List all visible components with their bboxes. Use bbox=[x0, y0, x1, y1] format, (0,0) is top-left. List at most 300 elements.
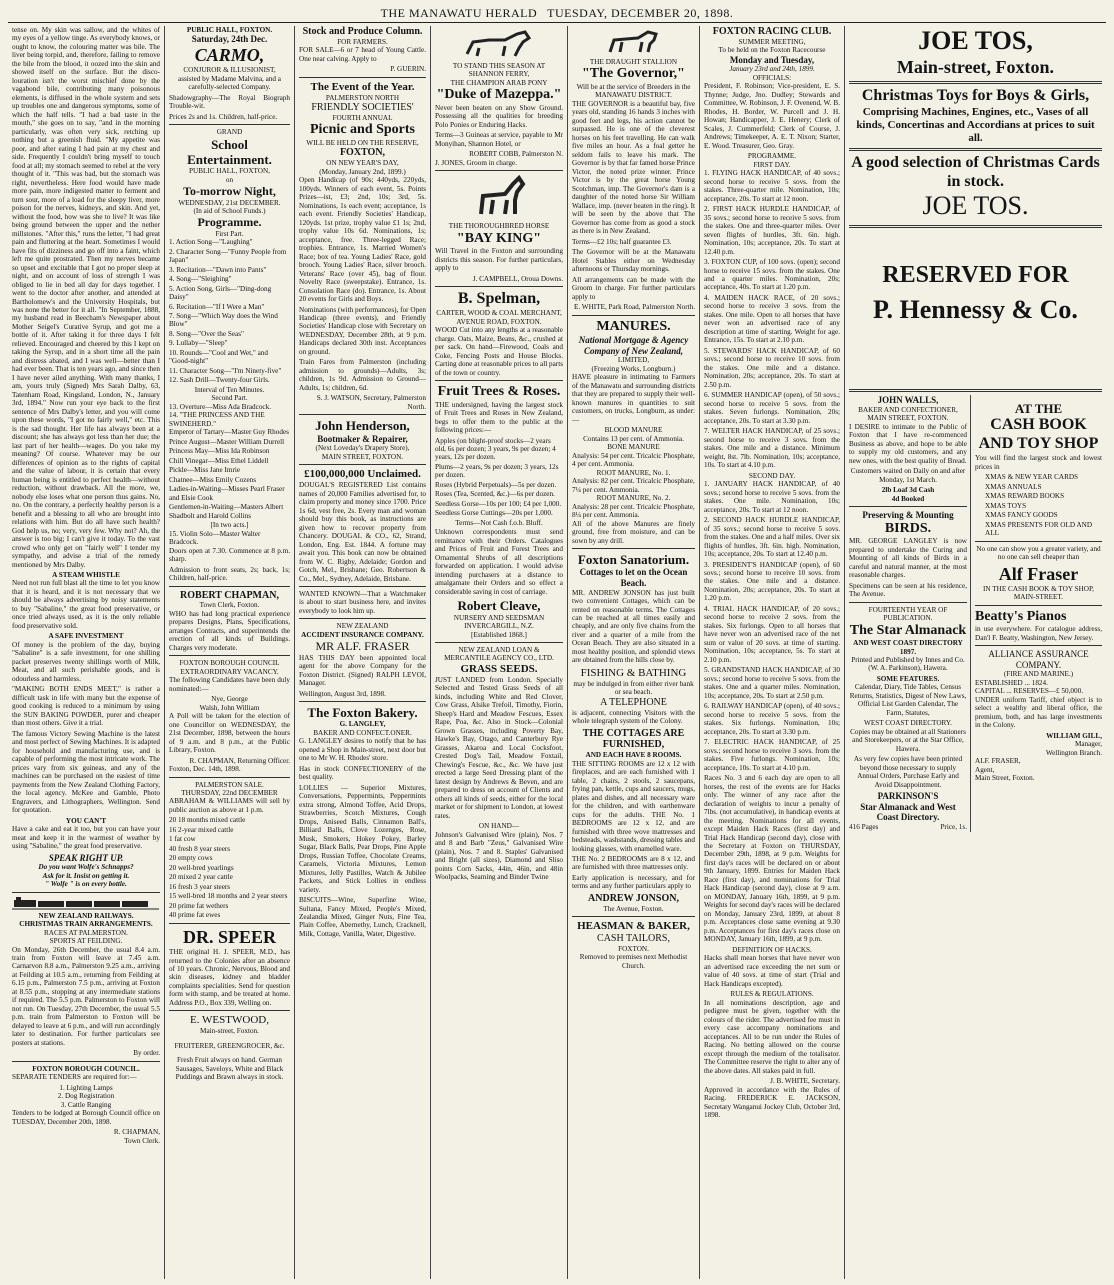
violin-solo: 15. Violin Solo—Master Walter Bradcock. bbox=[169, 529, 261, 547]
sale-item: 20 prime fat wethers bbox=[169, 901, 229, 910]
rail-text: On Monday, 26th December, the usual 8.4 a.m. train from Foxton will leave at 7.45 a.m. Carnarvon 8.8 a.m., Palmerston 9.25 a.m., arriving at Feilding at 10.5 a.m., returning from Feilding at 6.15 p.m., Palmerston 7.5 p.m., arriving at Foxton at 8.55 p.m., stopping at any intermediate stations if required. The 5.5 p.m. Palmerston to Foxton will not run. On Tuesday, 27th December, the usual 5.5 p.m. train from Palmerston to Foxton will be delayed to leave at 6 p.m., and will run accordingly later to destination. For further particulars see posters at stations. bbox=[12, 945, 160, 1047]
heasman-text: Removed to premises next Methodist Church. bbox=[579, 953, 688, 970]
whistle-text: Need not run full blast all the time to let you know that it is heard, and it is not necessary that we should be always advertising by noisy statements to buy "Sabaline," the great food preservative, or once tried always used, as it is the only reliable food preservative sold. bbox=[12, 579, 160, 630]
race-item: 4. TRIAL HACK HANDICAP, of 20 sovs.; second horse to receive 2 sovs. from the stakes. Six furlongs. Open to all horses that have never won an advertised race of the net sum or value of 20 sovs. at time of starting. Nomination, 10s; acceptance, 5s. To start at 2.10 p.m. bbox=[704, 604, 840, 664]
vacancy-sub: EXTRAORDINARY VACANCY. bbox=[180, 667, 279, 676]
race-item: 5. GRANDSTAND HACK HANDICAP, of 30 sovs.; second horse to receive 5 sovs. from the stakes. One and a quarter miles. Nomination, 10s; acceptance, 20s. To start at 2.50 p.m. bbox=[704, 666, 840, 700]
held-label: WILL BE HELD ON THE RESERVE, bbox=[306, 138, 419, 147]
fourth-label: FOURTH ANNUAL bbox=[332, 113, 393, 122]
council-signature: R. CHAPMAN, bbox=[113, 1128, 160, 1137]
almanack-sub: AND WEST COAST DIRECTORY 1897. bbox=[853, 639, 963, 656]
vacancy-text: The following Candidates have been duly nominated:— bbox=[169, 676, 290, 693]
noone-text: No one can show you a greater variety, and no one can sell cheaper than bbox=[976, 544, 1101, 562]
rules-text: In all nominations description, age and pedigree must be given, together with the colours of the rider. The advertised fee must in every case accompany nominations and acceptances. All to be run under the Rules of Racing. No betting allowed on the course except through the medium of the totalisator. The Committee reserve the right to alter any of the above dates. All stakes paid in full. bbox=[704, 998, 840, 1075]
making-text: "MAKING BOTH ENDS MEET," is rather a difficult task in life with many but the expense of good cooking is reduced to a minimum by using the SUN BAKING POWDER, purer and cheaper than most others. Give it a trial. bbox=[12, 685, 160, 728]
walls-text: I DESIRE to intimate to the Public of Foxton that I have re-commenced Business as above, and hope to be able to supply my old customers, and any new ones, with the best quality of Bread. bbox=[849, 422, 967, 465]
loaf-booked: 4d Booked bbox=[891, 494, 925, 503]
programme-list-1 bbox=[169, 238, 290, 385]
sale-item: 20 well-bred yearlings bbox=[169, 863, 234, 872]
two-acts: [In two acts.] bbox=[210, 521, 249, 530]
column-2 bbox=[165, 26, 295, 1279]
programme-item: 5. Action Song, Girls—"Ding-dong Daisy" bbox=[169, 284, 272, 302]
westwood-heading: E. WESTWOOD, bbox=[190, 1014, 269, 1027]
henderson-sub: Bootmaker & Repairer, bbox=[317, 433, 408, 444]
hall-heading: PUBLIC HALL, FOXTON. bbox=[186, 26, 273, 34]
sale-text: ABRAHAM & WILLIAMS will sell by public auction as above at 1 p.m. bbox=[169, 797, 290, 814]
vacancy-heading: FOXTON BOROUGH COUNCIL bbox=[179, 659, 280, 668]
fruit-more: Unknown correspondents must send remittance with their Orders. Catalogues and Prices of Fruit and Forest Trees and Ornamental Shrubs of all descriptions forwarded on application. I would advise intending purchasers at a distance to amalgamate their Orders and so effect a considerable saving in cost of carriage. bbox=[435, 528, 563, 596]
telephone-heading: A TELEPHONE bbox=[600, 696, 667, 708]
printed-text: Printed and Published by Innes and Co. (W. A. Parkinson), Hawera. bbox=[851, 656, 965, 673]
manure-item: ROOT MANURE, No. 1. bbox=[596, 468, 671, 477]
pages-label: 416 Pages bbox=[849, 823, 879, 832]
programme-item: 11. Character Song—"I'm Ninety-five" bbox=[169, 366, 282, 375]
races-text: Races No. 3 and 6 each day are open to all horses, the rest of the events are for Hacks only. The winner of any race after the declaration of weights to incur a penalty of 7lbs. (not accumulative), in handicap events at the meeting. Nominations for all events, except Maiden Hack Races (first day) and Trial Hack Handicap (second day), close with the Secretary at Foxton on THURSDAY, December 29th, 1898, at 9 p.m. Weights for first day's races will be declared on or about 9th January, 1899. Entries for Maiden Hack Race (first day), and nominations for Trial Hack Handicap (second day), close at 9 a.m. on MONDAY, January 16th, 1899, at 9 p.m. Weights for second day's races will be declared on Monday, January 23rd, 1899, at about 8 p.m. Acceptances close same evening at 9.30 p.m. Acceptances for first day's races close on MONDAY, January 16th, 1899, at 9 p.m. bbox=[704, 774, 840, 944]
fruit-item: Terms—Not Cash f.o.b. Bluff. bbox=[455, 518, 543, 527]
saturday-date: Saturday, 24th Dec. bbox=[191, 34, 268, 45]
hall2: PUBLIC HALL, FOXTON, bbox=[189, 167, 270, 176]
jan-label: January 23rd and 24th, 1899. bbox=[729, 65, 815, 74]
stock-heading: Stock and Produce Column. bbox=[302, 26, 423, 37]
stand-label: TO STAND THIS SEASON AT SHANNON FERRY, bbox=[452, 62, 546, 79]
cash-text: You will find the largest stock and lowest prices in bbox=[975, 454, 1102, 471]
campbell-signature: J. CAMPBELL, Oroua Downs. bbox=[472, 274, 563, 283]
columns bbox=[8, 26, 1106, 1279]
programme-item: 4. Song—"Sleighing" bbox=[169, 275, 232, 284]
def-heading: DEFINITION OF HACKS. bbox=[732, 945, 812, 954]
officials-heading: OFFICIALS: bbox=[752, 73, 792, 82]
white-signature: E. WHITE, Park Road, Palmerston North. bbox=[573, 303, 695, 312]
event-heading: The Event of the Year. bbox=[310, 80, 415, 93]
farmers-label: FOR FARMERS. bbox=[337, 37, 388, 46]
cast-item: Ladies-in-Waiting—Misses Pearl Fraser and Elsie Cook bbox=[169, 485, 285, 502]
governor-stand: The Governor will be at the Manawatu Hotel Stables either on Wednesday afternoons or Thursday mornings. bbox=[572, 248, 695, 274]
friendly-label: FRIENDLY SOCIETIES' bbox=[311, 102, 414, 114]
mazeppa-heading: "Duke of Mazeppa." bbox=[436, 87, 562, 103]
manure-item: Contains 13 per cent. of Ammonia. bbox=[583, 434, 684, 443]
preserving-heading: Preserving & Mounting bbox=[862, 510, 954, 521]
sanatorium-text: MR. ANDREW JONSON has just built two convenient Cottages, which can be rented on reasonable terms. The Cottages can be reached at all times easily and cheaply, and are only five chains from the river and a quarter of a mile from the Ocean Beach. They are also situated in a most healthy position, and splendid views are obtained from the hills close by. bbox=[572, 588, 695, 665]
walls-daily: Customers waited on Daily on and after Monday, 1st March. bbox=[850, 467, 966, 484]
programme-item: 8. Song—"Over the Seas" bbox=[169, 329, 244, 338]
monday-label: (Monday, January 2nd, 1899.) bbox=[319, 167, 406, 176]
parkinson-heading: PARKINSON'S bbox=[877, 791, 939, 802]
gill-name: WILLIAM GILL, bbox=[1046, 731, 1102, 740]
sale-item: 20 empty cows bbox=[169, 854, 213, 863]
race-item: 6. SUMMER HANDICAP (open), of 50 sovs.; second horse to receive 5 sovs. from the stakes. Seven furlongs. Nomination, 20s; acceptance, 20s. To start at 3.30 p.m. bbox=[704, 391, 840, 425]
almanack-heading: The Star Almanack bbox=[849, 622, 967, 638]
cant-heading: YOU CAN'T bbox=[65, 816, 107, 825]
rooms-text: THE SITTING ROOMS are 12 x 12 with fireplaces, and are each furnished with 1 table, 2 chairs, 2 stools, 2 saucepans, frying pan, kettle, cups and saucers, mugs, plates and dishes, and all necessary ware for the children, and with earthenware cups for the adults. THE No. 1 BEDROOMS are 12 x 12, and are furnished with three wove mattresses and bedsteads, washstands, dressing tables and looking glasses, with enamelled ware. bbox=[572, 759, 695, 853]
gill-street: Wellington Branch. bbox=[1045, 748, 1102, 757]
governor-arrangements: All arrangements can be made with the Groom in charge. For further particulars apply to bbox=[572, 275, 695, 301]
speak-heading: SPEAK RIGHT UP. bbox=[48, 852, 124, 863]
telephone-text: is adjacent, connecting Visitors with the whole telegraph system of the Colony. bbox=[572, 708, 695, 726]
programme-item: 3. Recitation—"Dawn into Pants" bbox=[169, 265, 267, 274]
cash-item: XMAS FANCY GOODS bbox=[985, 511, 1058, 520]
cash-item: XMAS REWARD BOOKS bbox=[985, 492, 1065, 501]
beatty-text: in use everywhere. For catalogue address, Dan'l F. Beatty, Washington, New Jersey. bbox=[975, 625, 1102, 642]
established-label: ESTABLISHED ... 1824. bbox=[975, 678, 1048, 687]
speak-line: Ask for it. Insist on getting it. bbox=[42, 871, 130, 880]
cast-item: Pickle—Miss Jane Imrie bbox=[169, 466, 241, 475]
cashbook-heading: CASH BOOK AND TOY SHOP bbox=[978, 416, 1099, 453]
spelman-addr: AVENUE ROAD, FOXTON. bbox=[456, 317, 542, 326]
race-item: 7. WELTER HACK HANDICAP, of 25 sovs.; second horse to receive 3 sovs. from the stakes. One mile and a distance. Minimum weight, 8st. 7lb. Nomination, 10s; acceptance, 10s. To start at 4.10 p.m. bbox=[704, 427, 840, 470]
vacancy-date: Foxton, Dec. 14th, 1898. bbox=[169, 765, 241, 774]
chapman-heading: ROBERT CHAPMAN, bbox=[180, 589, 279, 601]
column-7 bbox=[845, 26, 1106, 1279]
reserved-heading: RESERVED FOR bbox=[882, 262, 1069, 289]
unclaimed-text: DOUGAL'S REGISTERED List contains names of 20,000 Families advertised for, to claim property and money since 1700. Price 1s 6d, vest free, 2s. Every man and woman should buy this book, as instructions are given how to recover property from Chancery. DOUGAL & CO., 62, Strand, London, Eng. Est. 1844. A fortune may await you. This book can now be obtained from W. C. Rigby, Adelaide; Gordon and Gotch, Mel., Brisbane; Geo. Robertson & Co., Mel., Sydney, Adelaide, Brisbane. bbox=[299, 481, 426, 583]
horse-icon bbox=[469, 174, 529, 220]
speer-heading: DR. SPEER bbox=[182, 926, 276, 947]
school-heading: School Entertainment. bbox=[187, 136, 272, 168]
nz-label: NEW ZEALAND bbox=[336, 622, 389, 631]
race-item: 4. MAIDEN HACK RACE, of 20 sovs.; second horse to receive 3 sovs. from the stakes. One mile. Open to all horses that have never won an advertised race of any description at time of starting. Weight for age. Entrance, 15s. To start at 2.10 p.m. bbox=[704, 293, 840, 345]
race-item: 2. FIRST HACK HURDLE HANDICAP, of 35 sovs.; second horse to receive 5 sovs. from the stakes. One and three-quarter miles. Over seven flights of hurdles, 3ft. 6in. high. Nomination, 10s; acceptance, 20s. To start at 12.40 p.m. bbox=[704, 205, 840, 256]
rail-races: RACES AT PALMERSTON. bbox=[44, 928, 128, 937]
agent-street: Main Street, Foxton. bbox=[975, 774, 1035, 783]
fruit-item: Seedless Gorse Cuttings—20s per 1,000. bbox=[435, 509, 553, 518]
sale-list bbox=[169, 816, 290, 919]
rail-by: By order. bbox=[133, 1049, 160, 1058]
carmo-assist: assisted by Madame Malvina, and a carefully-selected Company. bbox=[178, 74, 281, 92]
race-item: 3. FOXTON CUP, of 100 sovs. (open); second horse to receive 15 sovs. from the stakes. One and a quarter miles. Nomination, 20s; acceptance, 40s. To start at 1.20 p.m. bbox=[704, 258, 840, 292]
manures-heading: MANURES. bbox=[596, 318, 671, 334]
cleave-addr: INVERCARGILL, N.Z. bbox=[464, 622, 534, 631]
spelman-sub: CARTER, WOOD & COAL MERCHANT, bbox=[436, 309, 562, 318]
mazeppa-text: Never been beaten on any Show Ground. Possessing all the qualities for breeding Polo Ponies or Enduring Hacks. bbox=[435, 103, 563, 129]
tomorrow-night: To-morrow Night, bbox=[183, 184, 276, 199]
xmas-heading: Christmas Toys for Boys & Girls, bbox=[861, 86, 1090, 104]
carmo-prices: Prices 2s and 1s. Children, half-price. bbox=[169, 112, 278, 121]
manawatu-label: MANAWATU DISTRICT. bbox=[595, 91, 672, 100]
copies-text: Copies may be obtained at all Stationers and Storekeepers, or at the Star Office, Hawera. bbox=[850, 727, 966, 753]
on-label: on bbox=[225, 175, 234, 184]
jonson-name: ANDREW JONSON, bbox=[588, 892, 679, 904]
column-6 bbox=[700, 26, 845, 1279]
first-part: First Part. bbox=[215, 229, 244, 238]
column-3 bbox=[295, 26, 431, 1279]
comprising-text: Comprising Machines, Engines, etc., Vases of all kinds, Concertinas and Accordians at prices to suit all. bbox=[856, 105, 1095, 144]
cash-item: XMAS & NEW YEAR CARDS bbox=[985, 473, 1079, 482]
doors-open: Doors open at 7.30. Commence at 8 p.m. sharp. bbox=[169, 546, 290, 564]
picnic-heading: Picnic and Sports bbox=[309, 122, 415, 138]
alf-heading: Alf Fraser bbox=[998, 563, 1079, 584]
furnished-heading: THE COTTAGES ARE FURNISHED, bbox=[582, 727, 685, 751]
sale-notice: FOR SALE—6 or 7 head of Young Cattle. One near calving. Apply to bbox=[299, 46, 426, 63]
race-item: 3. PRESIDENT'S HANDICAP (open), of 60 sovs.; second horse to receive 10 sovs. from the stakes. One mile and a distance. Nomination, 20s; acceptance, 20s. To start at 1.20 p.m. bbox=[704, 560, 840, 603]
joe-address: Main-street, Foxton. bbox=[896, 56, 1055, 77]
cash-item: XMAS ANNUALS bbox=[985, 482, 1042, 491]
council-item: 2. Dog Registration bbox=[57, 1092, 115, 1101]
sale-item: 16 fresh 3 year steers bbox=[169, 882, 231, 891]
bakery-heading: The Foxton Bakery. bbox=[307, 705, 418, 720]
almanack-pre: FOURTEENTH YEAR OF PUBLICATION. bbox=[868, 605, 948, 623]
sale-item: 20 18 months mixed cattle bbox=[169, 816, 246, 825]
fruit-item: Roses (Tea, Scented, &c.)—6s per dozen. bbox=[435, 490, 555, 499]
accident-label: ACCIDENT INSURANCE COMPANY. bbox=[301, 630, 424, 639]
cottages-heading: Cottages to let on the Ocean Beach. bbox=[579, 567, 688, 588]
fruit-item: Apples (on blight-proof stocks—2 years old, 6s per dozen; 3 years, 9s per dozen; 4 years, 12s per dozen. bbox=[435, 436, 556, 462]
vacancy-name: Walsh, John William bbox=[199, 703, 260, 712]
manure-footer: All of the above Manures are finely ground, free from moisture, and can be sown by any drill. bbox=[572, 519, 695, 545]
sale-date: THURSDAY, 22nd DECEMBER bbox=[181, 789, 278, 797]
henderson-street: MAIN STREET, FOXTON. bbox=[321, 452, 404, 461]
race-item: 1. JANUARY HACK HANDICAP, of 40 sovs.; second horse to receive 5 sovs. from the stakes. One mile. Nomination, 10s; acceptance, 20s. To start at 12 noon. bbox=[704, 480, 840, 514]
governor-text: THE GOVERNOR is a beautiful bay, five years old, standing 16 hands 3 inches with good feet and legs, his action cannot be surpassed. He is one of the cleverest horses on his feet travelling. He can walk five miles an hour. As a foal getter he seldom fails to leave his mark. The Governor is by that far famed horse Prince Victor, the noted prize winner. Prince Victor is by the great horse Young Scotchman, imp. The Governor's dam is a daughter of the noted horse Sir William Wallace, imp. (never beaten in the ring). It will be seen by the above that The Governor has come from as good a stock as there is in New Zealand. bbox=[572, 99, 695, 236]
overture: 13. Overture—Miss Ada Bradcock. bbox=[169, 402, 272, 411]
admission: Admission to front seats, 2s; back, 1s; Children, half-price. bbox=[169, 565, 290, 583]
masthead bbox=[8, 6, 1106, 23]
cant-text: Have a cake and eat it too, but you can have your meat and keep it in the warmest of weather by using "Sabaline," the great food preservative. bbox=[12, 825, 160, 851]
apply-text: Early application is necessary, and for terms and any further particulars apply to bbox=[572, 873, 695, 891]
bay-king: "BAY KING" bbox=[456, 230, 542, 246]
council-text: Tenders to be lodged at Borough Council office on TUESDAY, December 20th, 1898. bbox=[12, 1109, 160, 1126]
walls-street: MAIN STREET, FOXTON. bbox=[867, 414, 949, 423]
price-label: Price, 1s. bbox=[940, 823, 967, 832]
column-5 bbox=[568, 26, 700, 1279]
rail-heading: NEW ZEALAND RAILWAYS. bbox=[38, 911, 134, 920]
fire-label: (FIRE AND MARINE.) bbox=[1003, 670, 1074, 679]
cobb-signature: ROBERT COBB, Palmerston N. bbox=[469, 150, 563, 159]
wcd-label: WEST COAST DIRECTORY. bbox=[864, 719, 952, 728]
on-hand-text: Johnson's Galvanised Wire (plain), Nos. 7 and 8 and Barb "Zeus," Galvanised Wire (plain), Nos. 7 and 8. Staples' Galvanised and Bright (all sizes), Diamond and Sliso points Corn Sacks, 44in, 46in, and 48in Woolpacks, Seaming and Binder Twine bbox=[435, 830, 563, 882]
agent-label: Agent, bbox=[975, 765, 995, 774]
tariff-text: UNDER uniform Tariff, chief object is to select a wealthy and liberal office, the premium, both, and has large investments in the Colony. bbox=[975, 695, 1102, 730]
specimens-text: Specimens can be seen at his residence, The Avenue. bbox=[849, 581, 967, 599]
carmo-subtitle: CONJUROR & ILLUSIONIST, bbox=[183, 66, 276, 75]
sale-item: 40 prime fat ewes bbox=[169, 911, 221, 920]
unclaimed-heading: £100,000,000 Unclaimed. bbox=[304, 468, 421, 481]
works-label: (Freezing Works, Longburn.) bbox=[591, 364, 676, 373]
council-signature-title: Town Clerk. bbox=[124, 1136, 160, 1145]
programme-heading: Programme. bbox=[197, 215, 262, 230]
gill-sub: Manager, bbox=[1074, 740, 1102, 749]
walls-sub: BAKER AND CONFECTIONER, bbox=[858, 405, 958, 414]
grass-text: JUST LANDED from London. Specially Selected and Tested Grass Seeds of all kinds, including White and Red Clover, Cow Grass, Alsike Trefoil, Timothy, Fiorin, Sheep's Hard and Meadow Fescues, Essex Rape, Poa, &c. Also in Stock—Colonial Grown Grasses, including Poverty Bay, Hawke's Bay, Otago, and Canterbury Rye Grasses, Akaroa and Local Cocksfoot, Crested Dog's Tail, Meadow Foxtail, Chewing's Fescue, &c., &c. We have just erected a large Seed Dressing plant of the latest design by Andrews & Beven, and are prepared to dress on account of Clients and others all kinds of seeds, either for the local market or for shipment to London, at lowest rates. bbox=[435, 675, 563, 820]
fruit-item: Plums—2 years, 9s per dozen; 3 years, 12s per dozen. bbox=[435, 462, 559, 480]
jonson-addr: The Avenue, Foxton. bbox=[603, 904, 664, 913]
first-day: FIRST DAY. bbox=[753, 160, 791, 169]
sale-item: 40 fresh 8 year steers bbox=[169, 844, 231, 853]
rail-subheading: CHRISTMAS TRAIN ARRANGEMENTS. bbox=[19, 920, 153, 929]
manure-item: BLOOD MANURE bbox=[604, 426, 663, 435]
second-part: Second Part. bbox=[211, 394, 248, 403]
on-hand: ON HAND— bbox=[478, 822, 520, 831]
safe-heading: A SAFE INVESTMENT bbox=[48, 632, 124, 641]
officials-text: President, F. Robinson; Vice-president, E. S. Thynne; Judge, Jno. Dudley; Stewards and Committee, W. Robinson, J. F. Ovenend, W. B. Rhodes, H. Border, W. Purcell and J. H. Howan; Handicapper, J. E. Henery; Clerk of Scales, J. Cummerfeld; Clerk of Course, J. Andrews; Timekeeper, A. E. T. Nixon; Starter, E. Wood. Treasurer, Geo. Gray. bbox=[704, 82, 840, 150]
governor-heading: "The Governor," bbox=[582, 66, 685, 82]
sale-item: 1 fat cow bbox=[169, 835, 196, 844]
hennessy-heading: P. Hennessy & Co. bbox=[873, 295, 1078, 325]
guerin-signature: P. GUERIN. bbox=[390, 65, 426, 74]
cast-item: Gentlemen-in-Waiting—Masters Albert Shadbolt and Harold Collins bbox=[169, 503, 284, 520]
cast-item: Princess May—Miss Ida Robinson bbox=[169, 447, 270, 456]
aid-label: (In aid of School Funds.) bbox=[193, 206, 266, 215]
bay-text: Will Travel in the Foxton and surrounding districts this season. For further particulars, apply to bbox=[435, 247, 563, 273]
price-row bbox=[849, 823, 967, 831]
manure-item: BONE MANURE bbox=[607, 443, 660, 452]
jones-signature: J. JONES, Groom in charge. bbox=[435, 158, 517, 167]
article-text: tense on. My skin was sallow, and the whites of my eyes of a yellow tinge. As everybody knows, or ought to know, the colouring matter was bile. The liver being torpid, and, therefore, failing to remove the bile from the blood, it oozed into the skin and showed itself on the surface. But the disco-louration isn't the worst mischief done by the vagabond bile, contributing many poisonous elements, is diffused in the whole system and sets up troubles one and dangerous symptoms, some of which the half tells. "I had a bad taste in the mouth," she goes on to say, "and in the morning particularly, was often very sick, retching up nothing but a greenish fluid. "My appetite was poor, and after eating I had pain at my chest and side. Frequently I couldn't bring myself to touch food at all; my stomach seemed to rebel at the very thought of it. "This was bad, but the stomach was right, nevertheless. Here food would have made more pain, more indigested matter to ferment and turn sour, more of a load for the sleepy liver, more poison for the nerves, kidneys, and skin. And yet, without the food, how was she to live? It was like being ground between the upper and the nether millstones. "After this," runs the letter, "I had great pain and fluttering at the heart. Sometimes I would have fits of dizziness and go off into a faint, which left me quite prostrated. Then my nerves became so upset and excitable that I got no proper sleep at night, and on account of loss of strength I was obliged to lie in bed all day for days together. I went to the doctor after another, and attended at Bartholomew's and the University Hospitals, but was none the better for it all. "In September, 1888, my husband read in Beecham's Newspaper about Mother Seigel's Curative Syrup, and got me a bottle of it. After taking it for three days I felt relieved. Encouraged and cheered by this I kept on taking the Syrup, and in a short time all the pain and distress abated, and I was well—better than I had ever been. That is ten years ago, and since then I have never ailed anything. With many thanks, I am, yours truly (Signed) Mrs Sarah Dalby, 63, Tatenham Road, Kingsland, London, N., January 3rd, 1894." Now run your eye back to the first sentence of Mrs Dalby's letter, and you will come upon these words, "I got no fairly well," etc. This is the sad thought. Her life has always been at a discount; she has always got less than her due; the last part of her health—wages. Do you take my meaning? Of course. Whatever may be our differences of opinion as to the rights of capital and the value of labour, it is certain that every human being is entitled to perfect health—without reduction, without drawback. All the more, we, nobody else loses what one person thus gains. No, no. On the contrary, a perfectly healthy person is a benefit and a blessing to all who are brought into relations with him. But do all have such health? God help us, no; very, very few. Why not? Ah, the answer is too big; I can't give it today. To the vast crowd who only get on "fairly well" I tender my sympathy, and advise a trial of the remedy mentioned by Mrs Dalby. bbox=[12, 26, 160, 569]
sale-heading: PALMERSTON SALE. bbox=[195, 780, 264, 789]
cast-item: Prince August—Master William Durrell bbox=[169, 437, 285, 446]
free-text: As very few copies have been printed beyond those necessary to supply Annual Orders, Purchase Early and Avoid Disappointment. bbox=[853, 755, 963, 789]
manure-item: Analysis: 28 per cent. Tricalcic Phosphate, 8¼ per cent. Ammonia. bbox=[572, 502, 695, 520]
approved-text: Approved in accordance with the Rules of Racing. FREDERICK E. JACKSON, Secretary Wanganui Jockey Club, October 3rd, 1898. bbox=[704, 1085, 840, 1120]
sanatorium-heading: Foxton Sanatorium. bbox=[577, 551, 690, 567]
cleave-sub: NURSERY AND SEEDSMAN bbox=[453, 613, 545, 622]
manure-item: ROOT MANURE, No. 2. bbox=[596, 494, 671, 503]
national-heading: National Mortgage & Agency Company of New Zealand, bbox=[578, 335, 689, 356]
horse-icon bbox=[604, 28, 664, 56]
spelman-text: WOOD Cut into any lengths at a reasonable charge. Oats, Maize, Beans, &c., crushed at per sack. On hand—Firewood, Coals and Coke, Fencing Posts and House Blocks. Carting done at reasonable prices to all parts of the town or country. bbox=[435, 326, 563, 377]
column-4 bbox=[431, 26, 568, 1279]
chapman-text: WHO has had long practical experience prepares Designs, Plans, Specifications, arranges Contracts, and superintends the erection of all kinds of Buildings. Charges very moderate. bbox=[169, 609, 290, 652]
heasman-heading: HEASMAN & BAKER, bbox=[577, 920, 690, 933]
racing-heading: FOXTON RACING CLUB. bbox=[712, 26, 832, 37]
princess-heading: 14. "THE PRINCESS AND THE SWINEHERD." bbox=[169, 411, 265, 428]
heasman-sub: CASH TAILORS, bbox=[597, 933, 670, 945]
pn-label: PALMERSTON NORTH bbox=[325, 93, 400, 102]
fishing-heading: FISHING & BATHING bbox=[580, 666, 687, 679]
spelman-heading: B. Spelman, bbox=[457, 290, 541, 308]
beatty-row bbox=[975, 609, 1102, 626]
at-the-label: AT THE bbox=[1014, 401, 1063, 417]
parkinson-sub: Star Almanack and West Coast Directory. bbox=[860, 801, 956, 823]
biscuits-text: BISCUITS—Wine, Superfine Wine, Sultana, Fancy Mixed, People's Mixed, Zealandia Mixed, Ginger Nuts, Fine Tea, Plain Coffee, Abernethy, Lunch, Cracknell, Milk, Cottage, Vanilla, Water, Digestive. bbox=[299, 896, 426, 938]
manure-item: Analysis: 82 per cent. Tricalcic Phosphate, 7¼ per cent. Ammonia. bbox=[572, 477, 695, 494]
carmo-shadow: Shadowgraphy—The Royal Biograph Trouble-wit. bbox=[169, 93, 290, 111]
summer-label: SUMMER MEETING, bbox=[738, 37, 806, 46]
good-selection: A good selection of Christmas Cards in stock. bbox=[851, 153, 1100, 190]
foxton-label: FOXTON, bbox=[339, 147, 386, 159]
cleave-est: [Established 1868.] bbox=[471, 630, 527, 639]
held-label: To be held on the Foxton Racecourse bbox=[718, 46, 826, 55]
rules-heading: RULES & REGULATIONS. bbox=[730, 990, 814, 999]
bedrooms-text: THE No. 2 BEDROOMS are 8 x 12, and are furnished with three mattresses only. bbox=[572, 855, 695, 872]
loaf-price: 2lb Loaf 3d Cash bbox=[881, 486, 935, 495]
bay-heading: THE THOROUGHBRED HORSE bbox=[448, 222, 550, 231]
events-text: Open Handicap (of 90s; 440yds, 220yds, 100yds. Winners of each event, 5s. Points Prizes—ist, £3; 2nd, 10s; 3rd, 5s. Nominations, 1s each event; acceptance, 1s each event. Friendly Societies' Handicap, 120yds. 1st prize, trophy value £1 1s; 2nd, trophy value 10s 6d. Nominations, 1s; acceptance, free. Three-legged Race; trophies. Entrance, 1s. Married Women's Race; box of tea. Young Ladies' Race, gold brooch. Young Ladies' Race, silver brooch. Veterans' Race (over 45), bag of flour. Novelty Race (sweepstake). Entrance, 1s. Consolation Race (do). Entrance, 1s. About 20 events for Girls and Boys. bbox=[299, 176, 426, 304]
masthead-date: TUESDAY, DECEMBER 20, 1898. bbox=[547, 6, 734, 20]
lollies-text: LOLLIES — Superior Mixtures, Conversations, Peppermints, Peppermints extra strong, Almond Toffee, Acid Drops, Strawberries, Scotch Mixtures, Cough Drops, Aniseed Balls, Cinnamon Ball's, Billiard Balls, Clove Lozenges, Rose, Musk, Smokers, Hokey Pokey, Barley Sugar, Black Balls, Pear Drops, Pine Apple Drops, Russian Toffee, Chocolate Creams, Caramels, Victoria Mixtures, Lemon Mixtures, Jelly Pastilles, Watch & Jubilee Packets, and Stick Lollies in endless variety. bbox=[299, 783, 426, 894]
cast-item: Chatnee—Miss Emily Cozens bbox=[169, 475, 257, 484]
chapman-sub: Town Clerk, Foxton. bbox=[199, 601, 260, 610]
governor-terms: Terms—£2 10s; half guarantee £3. bbox=[572, 237, 672, 246]
loan-heading: NEW ZEALAND LOAN & MERCANTILE AGENCY CO., LTD. bbox=[444, 646, 554, 663]
cast-list bbox=[169, 428, 290, 520]
mazeppa-terms: Terms—3 Guineas at service, payable to Mr Monyihan, Shannon Hotel, or bbox=[435, 131, 563, 148]
langley-sub: BAKER AND CONFECT.ONER. bbox=[313, 728, 412, 737]
masthead-title: THE MANAWATU HERALD bbox=[380, 6, 538, 20]
safe-text: Of money is the problem of the day, buying "Sabaline" is a safe investment, for one shilling packet preserves twenty shillings worth of Milk, Meat, and all such perishable goods, and is odourless and harmless. bbox=[12, 640, 160, 683]
grand-label: GRAND bbox=[216, 128, 243, 137]
rooms-heading: AND EACH HAVE 8 ROOMS. bbox=[585, 751, 682, 760]
cleave-heading: Robert Cleave, bbox=[457, 598, 541, 614]
interval: Interval of Ten Minutes. bbox=[194, 385, 265, 394]
column-1 bbox=[8, 26, 165, 1279]
programme-item: 12. Sash Drill—Twenty-four Girls. bbox=[169, 376, 270, 385]
fraser-date: Wellington, August 3rd, 1898. bbox=[299, 689, 386, 698]
grass-heading: GRASS SEEDS. bbox=[460, 662, 538, 675]
programme-item: 7. Song—"Which Way does the Wind Blow" bbox=[169, 311, 278, 329]
trains-text: Train Fares from Palmerston (including admission to grounds)—Adults, 3s; children, 1s 9d. Admission to Ground—Adults, 1s; children, 6d. bbox=[299, 358, 426, 392]
cash-item: XMAS TOYS bbox=[985, 501, 1027, 510]
draught-label: THE DRAUGHT STALLION bbox=[589, 58, 678, 66]
race-item: 2. SECOND HACK HURDLE HANDICAP, of 35 sovs.; second horse to receive 5 sovs. from the stakes. One and a half miles. Over six flights of hurdles, 3ft. 6in. high. Nomination, 10s; acceptance, 20s. To start at 12.40 p.m. bbox=[704, 516, 840, 559]
henderson-heading: John Henderson, bbox=[315, 418, 410, 434]
dates-label: Monday and Tuesday, bbox=[729, 54, 815, 65]
race-item: 6. RAILWAY HANDICAP (open), of 40 sovs.; second horse to receive 5 sovs. from the stakes. Six furlongs. Nomination, 10s; acceptance, 20s. To start at 3.30 p.m. bbox=[704, 702, 840, 736]
lower-left bbox=[849, 395, 971, 831]
whistle-heading: A STEAM WHISTLE bbox=[52, 571, 120, 579]
lower-columns bbox=[849, 395, 1102, 831]
nominations-text: Nominations (with performances), for Open Handicap (three events), and Friendly Societies' Handicap close with Secretary on WEDNESDAY, December 28th, at 9 p.m. Handicaps declared 30th inst. Acceptances on ground. bbox=[299, 305, 426, 356]
joe-tos-heading: JOE TOS, bbox=[918, 26, 1033, 55]
walls-heading: JOHN WALLS, bbox=[877, 395, 939, 406]
council-sub: SEPARATE TENDERS are required for:— bbox=[12, 1073, 137, 1082]
sale-item: 15 well-bred 18 months and 2 year steers bbox=[169, 892, 288, 901]
cast-item: Emperor of Tartary—Master Guy Rhodes bbox=[169, 428, 289, 437]
fraser-heading: MR ALF. FRASER bbox=[315, 639, 410, 654]
speer-text: THE original H. J. SPEER, M.D., has returned to the Colonies after an absence of 10 years. Chronic, Nervous, Blood and skin diseases, kidney and bladder complaints specialities. Send for question form with stamp, and be treated at home. Address P.O., Box 339, Welling on. bbox=[169, 948, 290, 1007]
westwood-line: FRUITERER, GREENGROCER, &c. bbox=[174, 1041, 285, 1050]
langley-name: G. LANGLEY, bbox=[339, 720, 386, 729]
horse-icon bbox=[459, 28, 539, 60]
vacancy-poll: A Poll will be taken for the election of one Councillor on WEDNESDAY, the 21st December, 1898, between the hours of 9 a.m. and 8 p.m., at the Public Library, Foxton. bbox=[169, 712, 290, 755]
watson-signature: S. J. WATSON, Secretary, Palmerston North. bbox=[316, 394, 426, 411]
white-signature: J. B. WHITE, Secretary. bbox=[770, 1077, 840, 1086]
fraser-text: HAS THIS DAY been appointed local agent for the above Company for the Foxton District. (Signed) RALPH LEVOI, Manager. bbox=[299, 653, 426, 688]
cash-list bbox=[975, 473, 1102, 537]
sale-item: 20 mixed 2 year cattle bbox=[169, 873, 233, 882]
sewing-text: The famous Victory Sewing Machine is the latest and most perfect of Sewing Machines. It is adapted for household and manufacturing use, and is capable of performing the most intricate work. The prices vary from six guineas, and any of the machines can be purchased on the easiest of time payments from the New Zealand Clothing Factory, the local agency. McKee and Gamble, Photo Engravers, and Lithographers, Wellington. Send for quotation. bbox=[12, 729, 160, 815]
cast-item: Chill Vinegar—Miss Ethel Liddell bbox=[169, 456, 269, 465]
langley-text: G. LANGLEY desires to notify that he has opened a Shop in Main-street, next door but one to Mr W. H. Rhodes' store. bbox=[299, 737, 426, 763]
champion-label: THE CHAMPION ARAB PONY bbox=[450, 78, 548, 87]
lower-right bbox=[971, 395, 1102, 831]
council-heading: FOXTON BOROUGH COUNCIL. bbox=[32, 1064, 140, 1073]
council-item: 3. Cattle Ranging bbox=[60, 1100, 112, 1109]
alf-sub: IN THE CASH BOOK & TOY SHOP, MAIN-STREET. bbox=[983, 584, 1094, 602]
train-icon bbox=[12, 896, 159, 910]
wanted-text: WANTED KNOWN—That a Watchmaker is about to start business here, and invites everybody to look him up. bbox=[299, 590, 426, 615]
fruit-text: THE undersigned, having the largest stock of Fruit Trees and Roses in New Zealand, begs to offer them to the public at the following prices:— bbox=[435, 400, 563, 435]
heasman-addr: FOXTON. bbox=[618, 944, 649, 953]
rail-sports: SPORTS AT FEILDING. bbox=[49, 937, 123, 946]
speak-line: " Wolfe " is on every bottle. bbox=[45, 880, 127, 889]
alf2-name: ALF. FRASER, bbox=[975, 757, 1021, 766]
fruit-item: Roses (Hybrid Perpetuals)—5s per dozen. bbox=[435, 480, 557, 489]
programme-item: 6. Recitation—"If I Were a Man" bbox=[169, 302, 265, 311]
fruit-heading: Fruit Trees & Roses. bbox=[437, 384, 561, 400]
race-item: 5. STEWARDS' HACK HANDICAP, of 60 sovs.; second horse to receive 10 sovs. from the stakes. One mile and a distance. Nomination, 20s; acceptance, 20s. To start at 2.50 p.m. bbox=[704, 346, 840, 389]
second-day: SECOND DAY. bbox=[748, 471, 796, 480]
fruit-list bbox=[435, 437, 563, 528]
birds-heading: BIRDS. bbox=[884, 520, 932, 536]
programme-item: 1. Action Song—"Laughing" bbox=[169, 238, 253, 247]
henderson-addr: (Next Loveday's Drapery Store), bbox=[315, 444, 410, 453]
vacancy-signature: R. CHAPMAN, Returning Officer. bbox=[189, 756, 290, 765]
westwood-text: Fresh Fruit always on hand. German Sausages, Saveloys, White and Black Puddings and Brawn always in stock. bbox=[175, 1056, 284, 1082]
newyears-label: ON NEW YEAR'S DAY, bbox=[326, 159, 399, 168]
speak-line: Do you want Wolfe's Schnapps? bbox=[38, 863, 134, 872]
features-heading: SOME FEATURES. bbox=[876, 674, 940, 683]
race-item: 1. FLYING HACK HANDICAP, of 40 sovs.; second horse to receive 5 sovs. from the stakes. Three-quarter mile. Nomination, 10s; acceptance, 20s. To start at 12 noon. bbox=[704, 169, 840, 203]
